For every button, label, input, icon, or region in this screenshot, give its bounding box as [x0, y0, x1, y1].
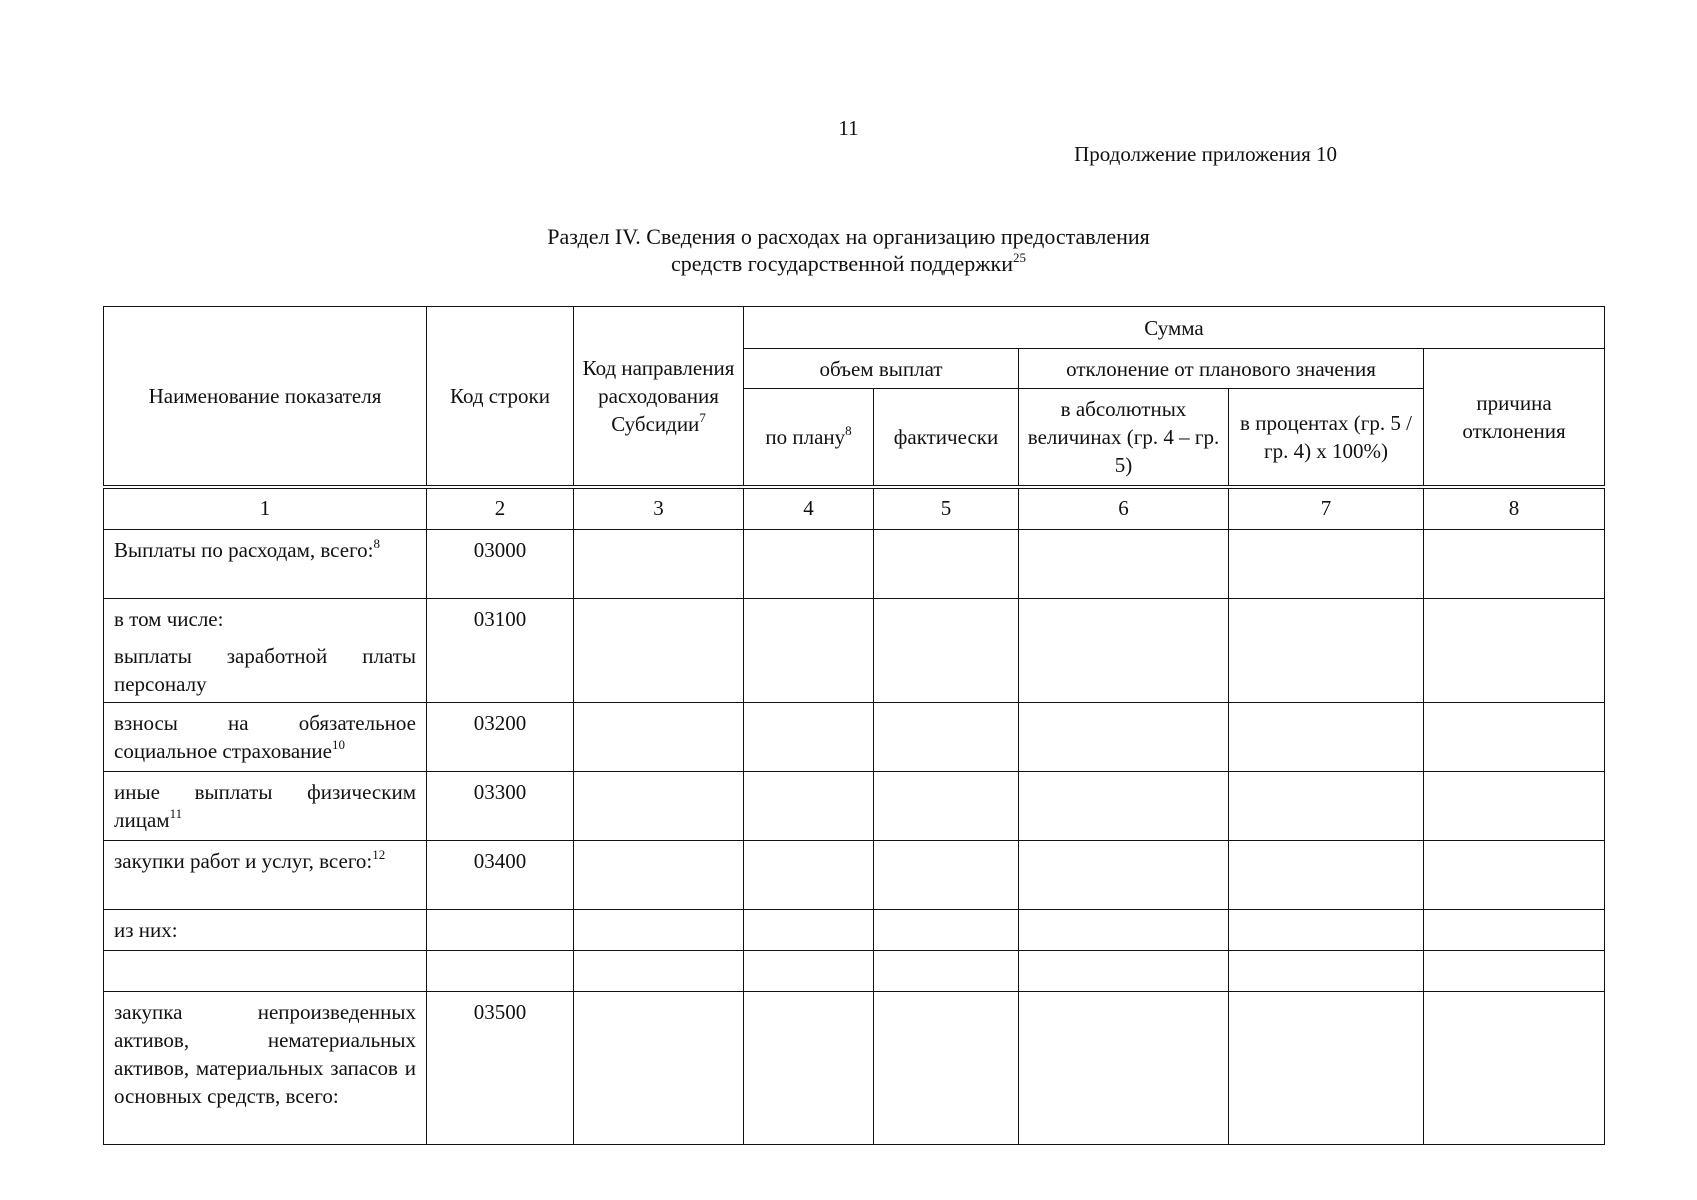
- row-name-text: из них:: [114, 917, 178, 942]
- title-line-2: средств государственной поддержки: [671, 251, 1013, 276]
- table-row: [104, 991, 1605, 1144]
- column-number: 7: [1229, 487, 1424, 530]
- row-name: [104, 529, 427, 598]
- empty-cell: [1424, 702, 1605, 771]
- table-row: [104, 950, 1605, 991]
- empty-cell: [574, 598, 744, 702]
- table-row: [104, 702, 1605, 771]
- row-name-text: выплаты заработной платы персоналу: [114, 643, 416, 696]
- table-row: [104, 771, 1605, 840]
- empty-cell: [744, 909, 874, 950]
- empty-cell: [874, 771, 1019, 840]
- empty-cell: [1019, 598, 1229, 702]
- empty-cell: [1019, 909, 1229, 950]
- empty-cell: [1229, 840, 1424, 909]
- row-name-text: закупки работ и услуг, всего:: [114, 848, 373, 873]
- header-payment-volume: объем выплат: [744, 349, 1019, 389]
- empty-cell: [1229, 702, 1424, 771]
- row-name: [104, 909, 427, 950]
- row-code: 03400: [427, 840, 574, 909]
- empty-cell: [744, 529, 874, 598]
- column-number: 2: [427, 487, 574, 530]
- empty-cell: [744, 950, 874, 991]
- empty-cell: [1424, 909, 1605, 950]
- empty-cell: [574, 991, 744, 1144]
- header-plan: [744, 389, 874, 487]
- empty-cell: [744, 702, 874, 771]
- header-direction-code: [574, 307, 744, 487]
- table-row: [104, 529, 1605, 598]
- row-name: [104, 771, 427, 840]
- header-indicator-name: Наименование показателя: [104, 307, 427, 487]
- empty-cell: [1019, 950, 1229, 991]
- table-row: [104, 840, 1605, 909]
- row-name-text: взносы на обязательное социальное страхование: [114, 710, 416, 763]
- empty-cell: [1229, 771, 1424, 840]
- column-number: 8: [1424, 487, 1605, 530]
- header-absolute: в абсолютных величинах (гр. 4 – гр. 5): [1019, 389, 1229, 487]
- page-number: 11: [838, 116, 859, 140]
- header-sum: Сумма: [744, 307, 1605, 349]
- row-name: [104, 702, 427, 771]
- appendix-continuation: Продолжение приложения 10: [1074, 142, 1337, 166]
- empty-cell: [744, 991, 874, 1144]
- column-number: 4: [744, 487, 874, 530]
- title-line-2-wrap: [0, 250, 1697, 277]
- row-name-text: иные выплаты физическим лицам: [114, 779, 416, 832]
- row-name: [104, 950, 427, 991]
- header-line-code: Код строки: [427, 307, 574, 487]
- header-plan-text: по плану: [765, 424, 846, 449]
- row-name: [104, 991, 427, 1144]
- header-direction-code-text: Код направления расходования Субсидии: [582, 355, 735, 436]
- empty-cell: [1424, 529, 1605, 598]
- empty-cell: [744, 840, 874, 909]
- table-row: [104, 909, 1605, 950]
- column-number: 6: [1019, 487, 1229, 530]
- empty-cell: [874, 991, 1019, 1144]
- empty-cell: [1019, 840, 1229, 909]
- column-number: 1: [104, 487, 427, 530]
- empty-cell: [874, 840, 1019, 909]
- table-row: [104, 598, 1605, 702]
- empty-cell: [574, 702, 744, 771]
- header-deviation: отклонение от планового значения: [1019, 349, 1424, 389]
- row-code: 03500: [427, 991, 574, 1144]
- empty-cell: [574, 909, 744, 950]
- empty-cell: [574, 771, 744, 840]
- header-percent: в процентах (гр. 5 / гр. 4) х 100%): [1229, 389, 1424, 487]
- row-name: [104, 840, 427, 909]
- header-actual: фактически: [874, 389, 1019, 487]
- title-line-1: Раздел IV. Сведения о расходах на организацию предоставления: [547, 224, 1150, 249]
- empty-cell: [874, 529, 1019, 598]
- row-prefix: в том числе:: [114, 606, 224, 631]
- empty-cell: [1229, 991, 1424, 1144]
- row-spacer: [114, 633, 416, 642]
- row-code: 03000: [427, 529, 574, 598]
- empty-cell: [1229, 598, 1424, 702]
- empty-cell: [1019, 991, 1229, 1144]
- row-name-text: Выплаты по расходам, всего:: [114, 537, 374, 562]
- empty-cell: [874, 909, 1019, 950]
- empty-cell: [874, 598, 1019, 702]
- empty-cell: [1424, 771, 1605, 840]
- row-footnote-ref: 12: [372, 846, 386, 862]
- expenses-table: [103, 306, 1605, 1145]
- empty-cell: [874, 702, 1019, 771]
- empty-cell: [1229, 529, 1424, 598]
- empty-cell: [1424, 991, 1605, 1144]
- row-code: 03100: [427, 598, 574, 702]
- column-number: 5: [874, 487, 1019, 530]
- empty-cell: [574, 950, 744, 991]
- header-direction-footnote-ref: 7: [699, 409, 706, 425]
- empty-cell: [1424, 840, 1605, 909]
- row-name: [104, 598, 427, 702]
- empty-cell: [574, 529, 744, 598]
- row-name-text: закупка непроизведенных активов, нематериальных активов, материальных запасов и основных средств, всего:: [114, 999, 416, 1108]
- column-number: 3: [574, 487, 744, 530]
- empty-cell: [1229, 909, 1424, 950]
- row-code: 03200: [427, 702, 574, 771]
- row-footnote-ref: 10: [331, 736, 345, 752]
- header-deviation-reason: причина отклонения: [1424, 349, 1605, 487]
- empty-cell: [1424, 950, 1605, 991]
- title-footnote-ref: 25: [1012, 250, 1026, 265]
- empty-cell: [574, 840, 744, 909]
- column-number-row: [104, 487, 1605, 530]
- empty-cell: [1019, 529, 1229, 598]
- empty-cell: [744, 598, 874, 702]
- header-plan-footnote-ref: 8: [845, 422, 852, 438]
- row-footnote-ref: 11: [169, 805, 183, 821]
- row-code: 03300: [427, 771, 574, 840]
- row-code: [427, 950, 574, 991]
- row-footnote-ref: 8: [373, 535, 381, 551]
- empty-cell: [744, 771, 874, 840]
- section-title: [0, 223, 1697, 277]
- empty-cell: [874, 950, 1019, 991]
- empty-cell: [1019, 771, 1229, 840]
- empty-cell: [1424, 598, 1605, 702]
- empty-cell: [1019, 702, 1229, 771]
- empty-cell: [1229, 950, 1424, 991]
- row-code: [427, 909, 574, 950]
